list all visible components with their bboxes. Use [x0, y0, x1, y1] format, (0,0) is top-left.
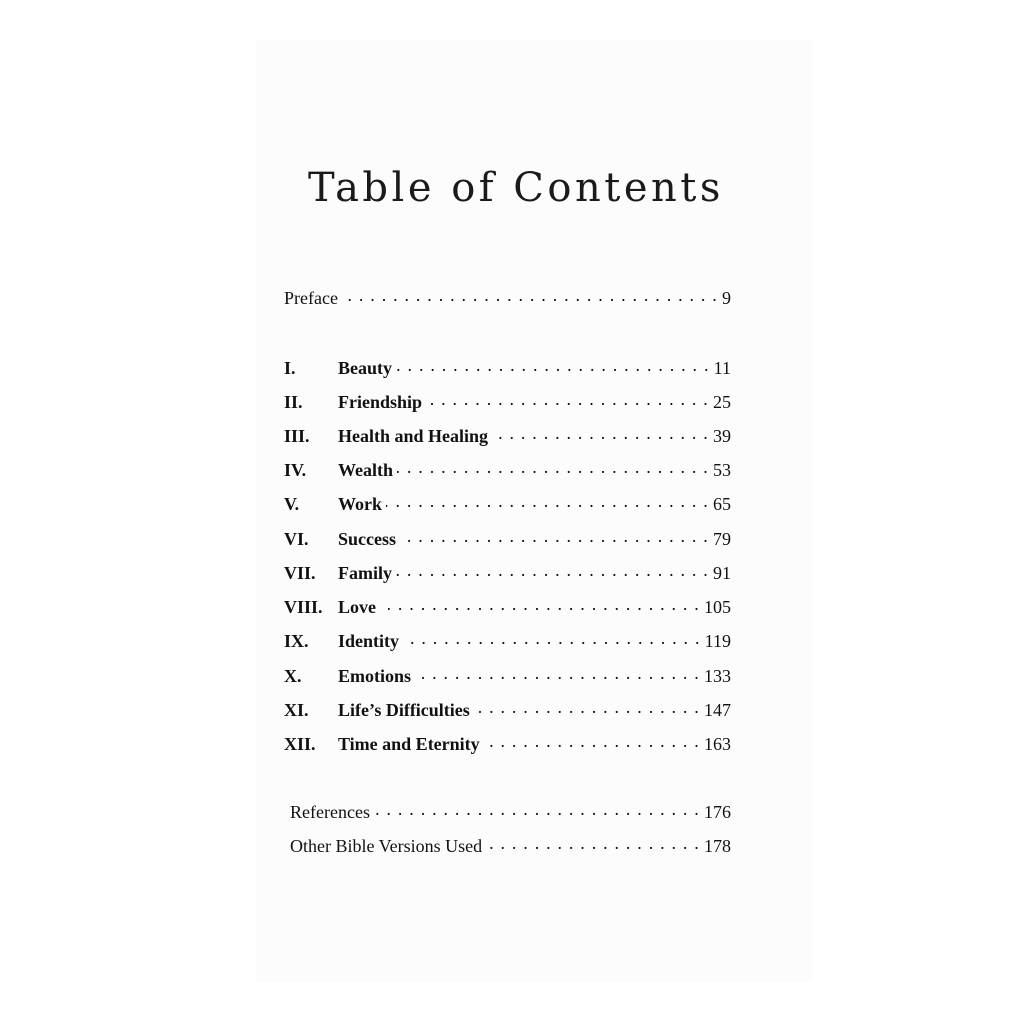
- chapter-numeral: X.: [284, 666, 302, 686]
- chapter-title: Success: [338, 529, 396, 549]
- toc-chapter-4: [284, 458, 731, 482]
- toc-entry-label: Preface: [284, 288, 338, 308]
- dot-leader: [386, 492, 709, 510]
- chapter-title: Family: [338, 563, 392, 583]
- chapter-numeral: V.: [284, 494, 300, 514]
- chapter-numeral: VI.: [284, 529, 309, 549]
- dot-leader: [396, 356, 710, 374]
- toc-page-number: 105: [704, 597, 731, 617]
- chapter-numeral: XI.: [284, 700, 309, 720]
- toc-page-number: 163: [704, 734, 731, 754]
- dot-leader: [388, 595, 700, 613]
- toc-chapter-11: [284, 698, 731, 722]
- toc-chapter-10: [284, 664, 731, 688]
- dot-leader: [492, 424, 709, 442]
- toc-chapter-6: [284, 527, 731, 551]
- chapter-numeral: IX.: [284, 631, 309, 651]
- dot-leader: [415, 664, 700, 682]
- chapter-numeral: XII.: [284, 734, 316, 754]
- toc-entry-preface: [284, 286, 731, 310]
- dot-leader: [484, 732, 700, 750]
- chapter-title: Work: [338, 494, 383, 514]
- dot-leader: [374, 800, 700, 818]
- dot-leader: [426, 390, 709, 408]
- toc-page-number: 39: [713, 426, 731, 446]
- toc-page-number: 178: [704, 836, 731, 856]
- toc-page-number: 11: [713, 358, 731, 378]
- toc-chapter-2: [284, 390, 731, 414]
- chapter-numeral: IV.: [284, 460, 307, 480]
- dot-leader: [408, 527, 709, 545]
- toc-page-number: 65: [713, 494, 731, 514]
- chapter-title: Health and Healing: [338, 426, 489, 446]
- toc-page-number: 79: [713, 529, 731, 549]
- chapter-title: Love: [338, 597, 376, 617]
- toc-page-number: 119: [704, 631, 731, 651]
- chapter-numeral: II.: [284, 392, 303, 412]
- chapter-title: Emotions: [338, 666, 412, 686]
- chapter-title: Friendship: [338, 392, 423, 412]
- dot-leader: [342, 286, 718, 304]
- dot-leader: [486, 834, 700, 852]
- toc-chapter-8: [284, 595, 731, 619]
- toc-chapter-7: [284, 561, 731, 585]
- chapter-title: Life’s Difficulties: [338, 700, 470, 720]
- chapter-numeral: I.: [284, 358, 296, 378]
- toc-chapter-1: [284, 356, 731, 380]
- chapter-numeral: VII.: [284, 563, 316, 583]
- chapter-title: Beauty: [338, 358, 392, 378]
- toc-chapter-3: [284, 424, 731, 448]
- toc-chapter-5: [284, 492, 731, 516]
- toc-page-number: 9: [722, 288, 731, 308]
- toc-page-number: 91: [713, 563, 731, 583]
- toc-entry-label: References: [290, 802, 370, 822]
- chapter-numeral: III.: [284, 426, 310, 446]
- toc-chapter-12: [284, 732, 731, 756]
- chapter-title: Time and Eternity: [338, 734, 480, 754]
- toc-page-number: 176: [704, 802, 731, 822]
- toc-entry-references: [290, 800, 731, 824]
- toc-page-number: 53: [713, 460, 731, 480]
- chapter-title: Identity: [338, 631, 400, 651]
- toc-chapter-9: [284, 629, 731, 653]
- toc-page-number: 147: [704, 700, 731, 720]
- chapter-numeral: VIII.: [284, 597, 323, 617]
- dot-leader: [474, 698, 700, 716]
- page-title: Table of Contents: [308, 165, 724, 211]
- chapter-title: Wealth: [338, 460, 394, 480]
- dot-leader: [396, 561, 709, 579]
- dot-leader: [403, 629, 701, 647]
- dot-leader: [397, 458, 709, 476]
- toc-entry-label: Other Bible Versions Used: [290, 836, 483, 856]
- toc-entry-other-bible-versions: [290, 834, 731, 858]
- toc-page-number: 25: [713, 392, 731, 412]
- toc-page-number: 133: [704, 666, 731, 686]
